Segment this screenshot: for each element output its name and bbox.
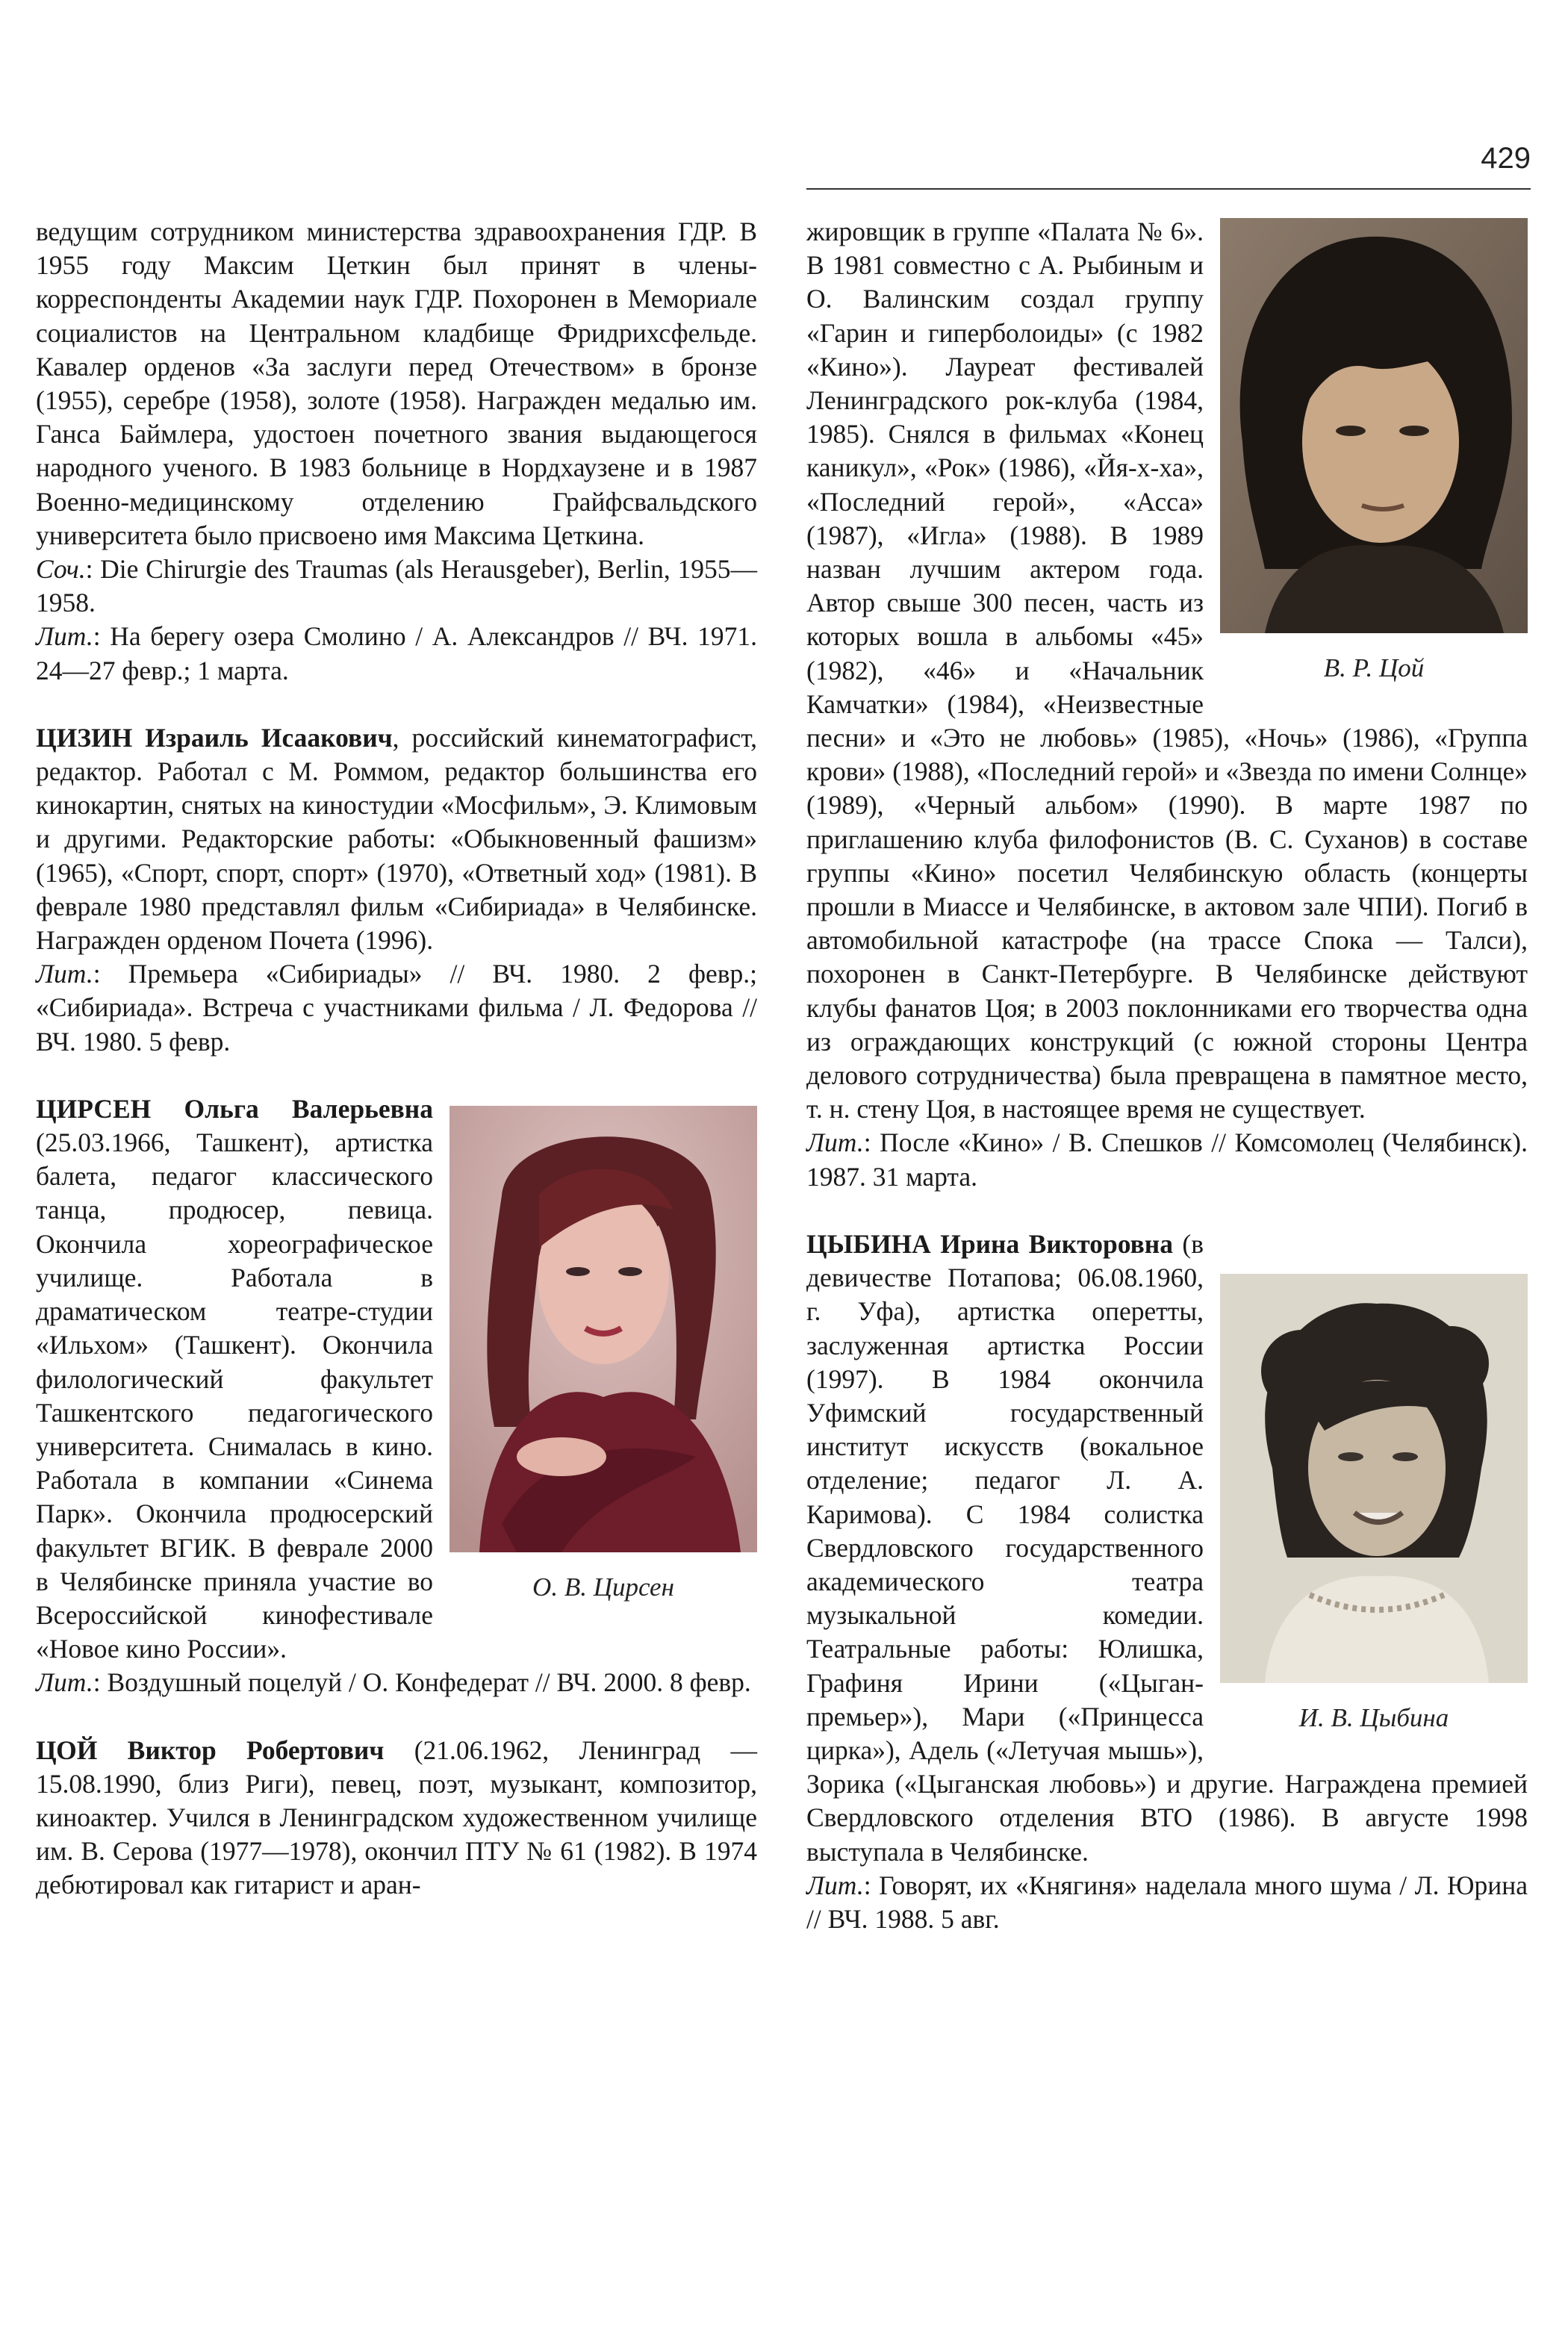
- page-number: 429: [1481, 142, 1531, 175]
- left-column: [36, 215, 757, 1903]
- continued-article: ведущим сотрудником министерства здравоохранения ГДР. В 1955 году Максим Цеткин был принят в члены-корреспонденты Академии наук ГДР. Похоронен в Мемориале социалистов на Центральном кладбище Фридрихсфельде. Кавалер орденов «За заслуги перед Отечеством» в бронзе (1955), серебре (1958), золоте (1958). Награжден медалью им. Ганса Баймлера, удостоен почетного звания выдающегося народного ученого. В 1983 больнице в Нордхаузене и в 1987 Военно-медицинскому отделению Грайфсвальдского университета было присвоено имя Максима Цеткина.: [36, 217, 757, 550]
- entry-tsoy: ЦОЙ Виктор Робертович (21.06.1962, Ленинград — 15.08.1990, близ Риги), певец, поэт, музыкант, композитор, киноактер. Учился в Ленинградском художественном училище им. В. Серова (1977—1978), окончил ПТУ № 61 (1982). В 1974 дебютировал как гитарист и аран-: [36, 1735, 757, 1900]
- entry-tsirsen: О. В. Цирсен ЦИРСЕН Ольга Валерьевна (25.03.1966, Ташкент), артистка балета, педагог классического танца, продюсер, певица. Окончила хореографическое училище. Работала в драматическом театре-студии «Ильхом» (Ташкент). Окончила филологический факультет Ташкентского педагогического университета. Снималась в кино. Работала в компании «Синема Парк». Окончила продюсерский факультет ВГИК. В феврале 2000 в Челябинске приняла участие во Всероссийской кинофестивале «Новое кино России».: [36, 1092, 757, 1666]
- entry-tsirsen-literature: Лит.: Воздушный поцелуй / О. Конфедерат // ВЧ. 2000. 8 февр.: [36, 1667, 751, 1698]
- photo-tsoy-caption: В. Р. Цой: [1323, 653, 1425, 682]
- continued-literature: Лит.: На берегу озера Смолино / А. Александров // ВЧ. 1971. 24—27 февр.; 1 марта.: [36, 621, 757, 685]
- entry-tsizin: ЦИЗИН Израиль Исаакович, российский кинематографист, редактор. Работал с М. Роммом, редактор большинства его кинокартин, снятых на киностудии «Мосфильм», Э. Климовым и другими. Редакторские работы: «Обыкновенный фашизм» (1965), «Спорт, спорт, спорт» (1970), «Ответный ход» (1981). В феврале 1980 представлял фильм «Сибириада» в Челябинске. Награжден орденом Почета (1996).: [36, 722, 757, 956]
- photo-tsirsen: [449, 1106, 757, 1604]
- entry-tsybina: И. В. Цыбина ЦЫБИНА Ирина Викторовна (в девичестве Потапова; 06.08.1960, г. Уфа), артистка оперетты, заслуженная артистка России (1997). В 1984 окончила Уфимский государственный институт искусств (вокальное отделение; педагог Л. А. Каримова). С 1984 солистка Свердловского государственного академического театра музыкальной комедии. Театральные работы: Юлишка, Графиня Ирини («Цыган-премьер»), Мари («Принцесса цирка»), Адель («Летучая мышь»), Зорика («Цыганская любовь») и другие. Награждена премией Свердловского отделения ВТО (1986). В августе 1998 выступала в Челябинске.: [806, 1228, 1528, 1867]
- entry-tsybina-name: ЦЫБИНА Ирина Викторовна: [806, 1228, 1173, 1259]
- entry-tsoy-name: ЦОЙ Виктор Робертович: [36, 1735, 385, 1765]
- entry-tsybina-literature: Лит.: Говорят, их «Княгиня» наделала много шума / Л. Юрина // ВЧ. 1988. 5 авг.: [806, 1870, 1528, 1934]
- entry-tsizin-name: ЦИЗИН Израиль Исаакович: [36, 722, 393, 753]
- portrait-tsybina-image: [1220, 1274, 1528, 1683]
- photo-tsirsen-caption: О. В. Цирсен: [532, 1572, 674, 1602]
- portrait-tsoy-image: [1220, 218, 1528, 633]
- portrait-tsirsen-image: [449, 1106, 757, 1552]
- photo-tsoy: [1220, 218, 1528, 685]
- entry-tsoy-continued: В. Р. Цой жировщик в группе «Палата № 6». В 1981 совместно с А. Рыбиным и О. Валинским создал группу «Гарин и гиперболоиды» (с 1982 «Кино»). Лауреат фестивалей Ленинградского рок-клуба (1984, 1985). Снялся в фильмах «Конец каникул», «Рок» (1986), «Йя-х-ха», «Последний герой», «Асса» (1987), «Игла» (1988). В 1989 назван лучшим актером года. Автор свыше 300 песен, часть из которых вошла в альбомы «45» (1982), «46» и «Начальник Камчатки» (1984), «Неизвестные песни» и «Это не любовь» (1985), «Ночь» (1986), «Группа крови» (1988), «Последний герой» и «Звезда по имени Солнце» (1989), «Черный альбом» (1990). В марте 1987 по приглашению клуба филофонистов (В. С. Суханов) в составе группы «Кино» посетил Челябинскую область (концерты прошли в Миассе и Челябинске, в актовом зале ЧПИ). Погиб в автомобильной катастрофе (на трассе Спока — Талси), похоронен в Санкт-Петербурге. В Челябинске действуют клубы фанатов Цоя; в 2003 поклонниками его творчества одна из ограждающих конструкций (с южной стороны Центра делового сотрудничества) была превращена в памятное место, т. н. стену Цоя, в настоящее время не существует.: [806, 217, 1528, 1124]
- right-column: [806, 215, 1528, 1936]
- header-rule: [806, 188, 1531, 190]
- entry-tsizin-literature: Лит.: Премьера «Сибириады» // ВЧ. 1980. 2 февр.; «Сибириада». Встреча с участниками фильма / Л. Федорова // ВЧ. 1980. 5 февр.: [36, 959, 757, 1057]
- photo-tsybina-caption: И. В. Цыбина: [1298, 1702, 1449, 1732]
- continued-works: Соч.: Die Chirurgie des Traumas (als Herausgeber), Berlin, 1955—1958.: [36, 554, 757, 618]
- entry-tsoy-literature: Лит.: После «Кино» / В. Спешков // Комсомолец (Челябинск). 1987. 31 марта.: [806, 1127, 1528, 1192]
- entry-tsirsen-name: ЦИРСЕН Ольга Валерьевна: [36, 1093, 433, 1124]
- photo-tsybina: [1220, 1274, 1528, 1735]
